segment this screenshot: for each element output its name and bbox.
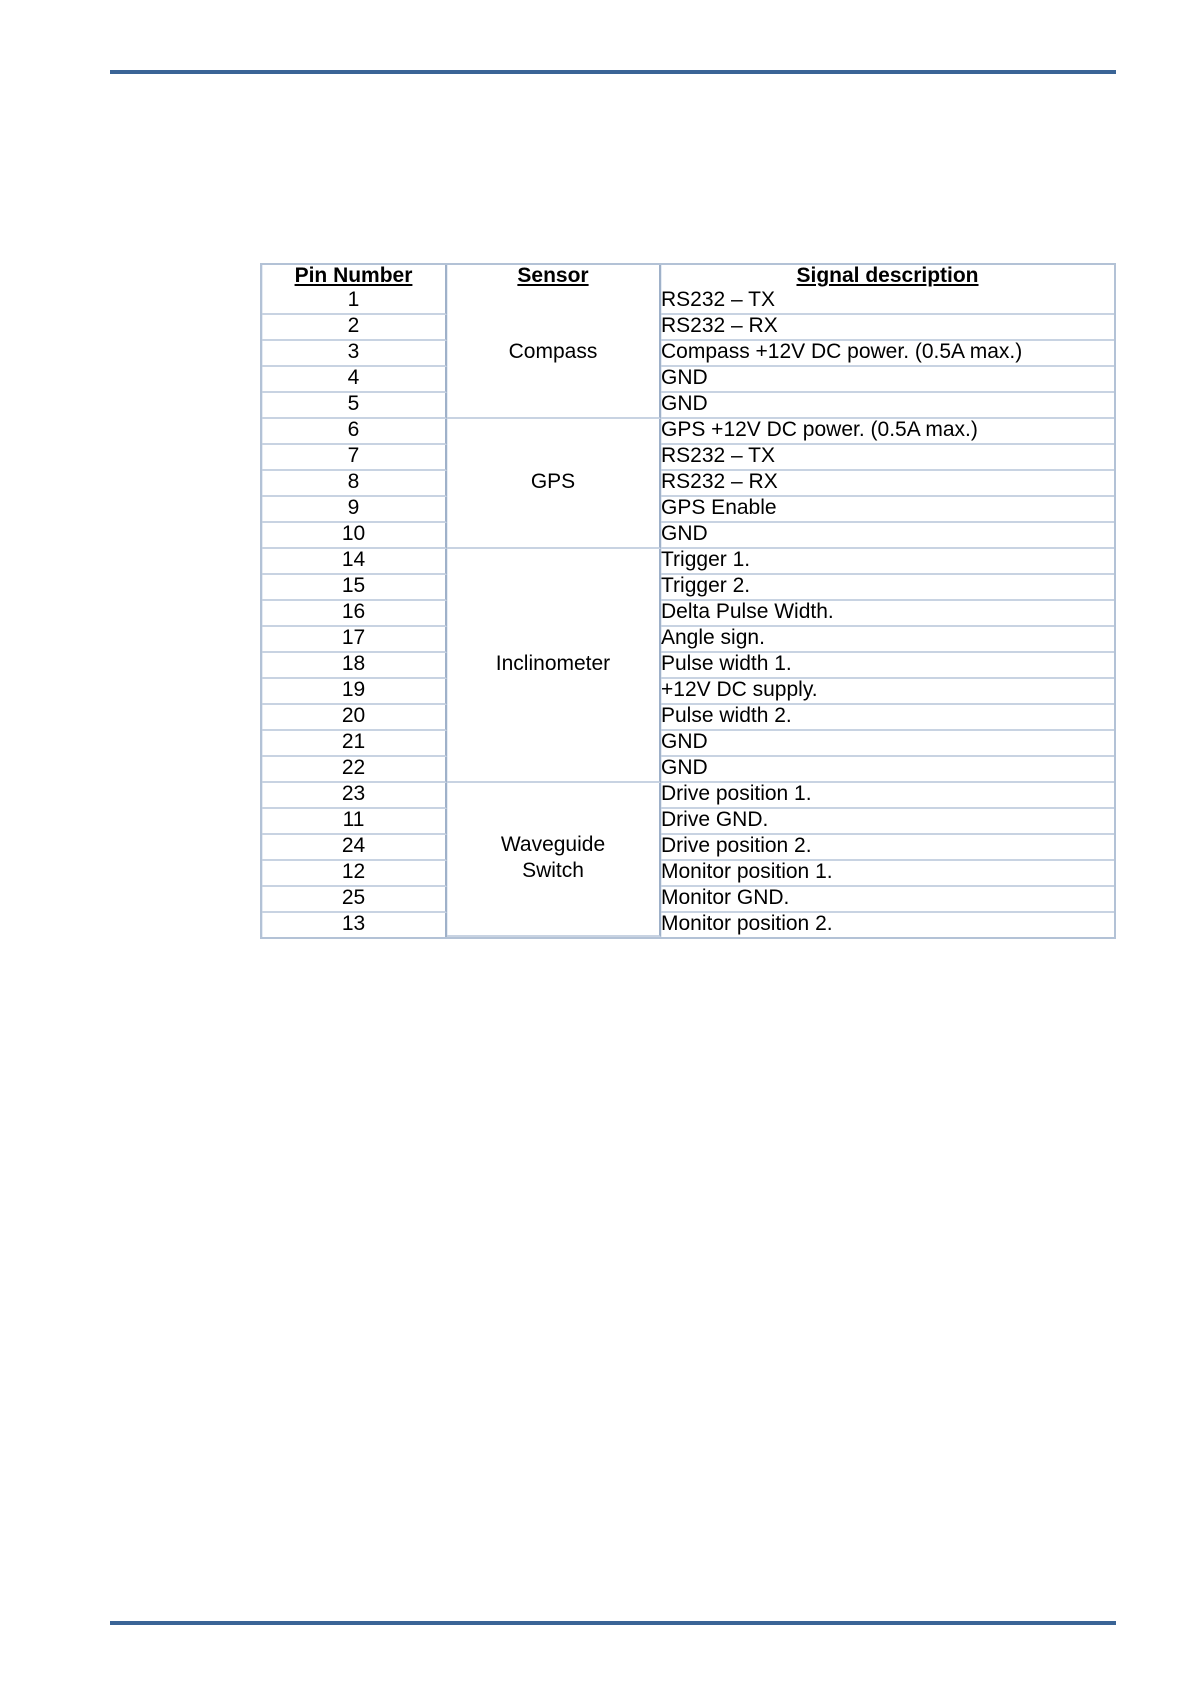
table-row [262, 523, 1114, 549]
pin-number-cell: 16 [262, 601, 447, 627]
column-header-sensor: Sensor [447, 265, 661, 289]
signal-description-cell: RS232 – RX [661, 315, 1114, 341]
table-row [262, 289, 1114, 315]
pin-number-cell: 25 [262, 887, 447, 913]
pin-number-cell: 20 [262, 705, 447, 731]
signal-description-cell: Angle sign. [661, 627, 1114, 653]
pin-number-cell: 8 [262, 471, 447, 497]
signal-description-cell: GND [661, 367, 1114, 393]
table-row [262, 315, 1114, 341]
pin-number-cell: 12 [262, 861, 447, 887]
sensor-cell [447, 289, 661, 419]
table-row [262, 809, 1114, 835]
table-row [262, 445, 1114, 471]
table-row [262, 575, 1114, 601]
pin-number-cell: 18 [262, 653, 447, 679]
pin-number-cell: 9 [262, 497, 447, 523]
pin-assignment-table [260, 263, 1116, 939]
pin-number-cell: 15 [262, 575, 447, 601]
table-row [262, 731, 1114, 757]
table-row [262, 341, 1114, 367]
signal-description-cell: Trigger 2. [661, 575, 1114, 601]
column-header-signal-description: Signal description [661, 265, 1114, 289]
table-row [262, 497, 1114, 523]
table-row [262, 887, 1114, 913]
table-row [262, 679, 1114, 705]
sensor-label: Compass [508, 340, 598, 363]
pin-number-cell: 4 [262, 367, 447, 393]
sensor-cell [447, 549, 661, 783]
table-row [262, 393, 1114, 419]
signal-description-cell: Monitor position 1. [661, 861, 1114, 887]
sensor-label: Inclinometer [495, 652, 611, 675]
table-header-row [262, 265, 1114, 289]
signal-description-cell: Drive GND. [661, 809, 1114, 835]
table-row [262, 913, 1114, 937]
table-row [262, 783, 1114, 809]
table-row [262, 835, 1114, 861]
signal-description-cell: Pulse width 1. [661, 653, 1114, 679]
pin-number-cell: 17 [262, 627, 447, 653]
signal-description-cell: RS232 – RX [661, 471, 1114, 497]
signal-description-cell: Monitor position 2. [661, 913, 1114, 937]
table-row [262, 861, 1114, 887]
pin-number-cell: 5 [262, 393, 447, 419]
pin-number-cell: 10 [262, 523, 447, 549]
table-body [262, 289, 1114, 937]
sensor-cell [447, 783, 661, 937]
pin-number-cell: 14 [262, 549, 447, 575]
table-row [262, 653, 1114, 679]
header-rule [110, 70, 1116, 74]
table-row [262, 627, 1114, 653]
pin-number-cell: 21 [262, 731, 447, 757]
table-row [262, 419, 1114, 445]
signal-description-cell: Delta Pulse Width. [661, 601, 1114, 627]
pin-number-cell: 1 [262, 289, 447, 315]
signal-description-cell: RS232 – TX [661, 289, 1114, 315]
signal-description-cell: GND [661, 731, 1114, 757]
table-row [262, 549, 1114, 575]
signal-description-cell: RS232 – TX [661, 445, 1114, 471]
table-row [262, 471, 1114, 497]
column-header-pin-number: Pin Number [262, 265, 447, 289]
pin-number-cell: 3 [262, 341, 447, 367]
signal-description-cell: Monitor GND. [661, 887, 1114, 913]
signal-description-cell: Pulse width 2. [661, 705, 1114, 731]
pin-number-cell: 11 [262, 809, 447, 835]
signal-description-cell: GPS +12V DC power. (0.5A max.) [661, 419, 1114, 445]
signal-description-cell: Compass +12V DC power. (0.5A max.) [661, 341, 1114, 367]
pin-number-cell: 23 [262, 783, 447, 809]
table-row [262, 367, 1114, 393]
pin-number-cell: 19 [262, 679, 447, 705]
pin-number-cell: 13 [262, 913, 447, 937]
signal-description-cell: GND [661, 523, 1114, 549]
signal-description-cell: Drive position 2. [661, 835, 1114, 861]
signal-description-cell: Trigger 1. [661, 549, 1114, 575]
footer-rule [110, 1621, 1116, 1625]
table-row [262, 757, 1114, 783]
table-row [262, 705, 1114, 731]
sensor-label: GPS [530, 470, 576, 493]
signal-description-cell: GND [661, 393, 1114, 419]
pin-number-cell: 6 [262, 419, 447, 445]
signal-description-cell: Drive position 1. [661, 783, 1114, 809]
signal-description-cell: +12V DC supply. [661, 679, 1114, 705]
signal-description-cell: GPS Enable [661, 497, 1114, 523]
signal-description-cell: GND [661, 757, 1114, 783]
table-row [262, 601, 1114, 627]
sensor-cell [447, 419, 661, 549]
pin-number-cell: 2 [262, 315, 447, 341]
pin-number-cell: 7 [262, 445, 447, 471]
sensor-label: Waveguide Switch [500, 833, 606, 882]
pin-number-cell: 24 [262, 835, 447, 861]
pin-number-cell: 22 [262, 757, 447, 783]
